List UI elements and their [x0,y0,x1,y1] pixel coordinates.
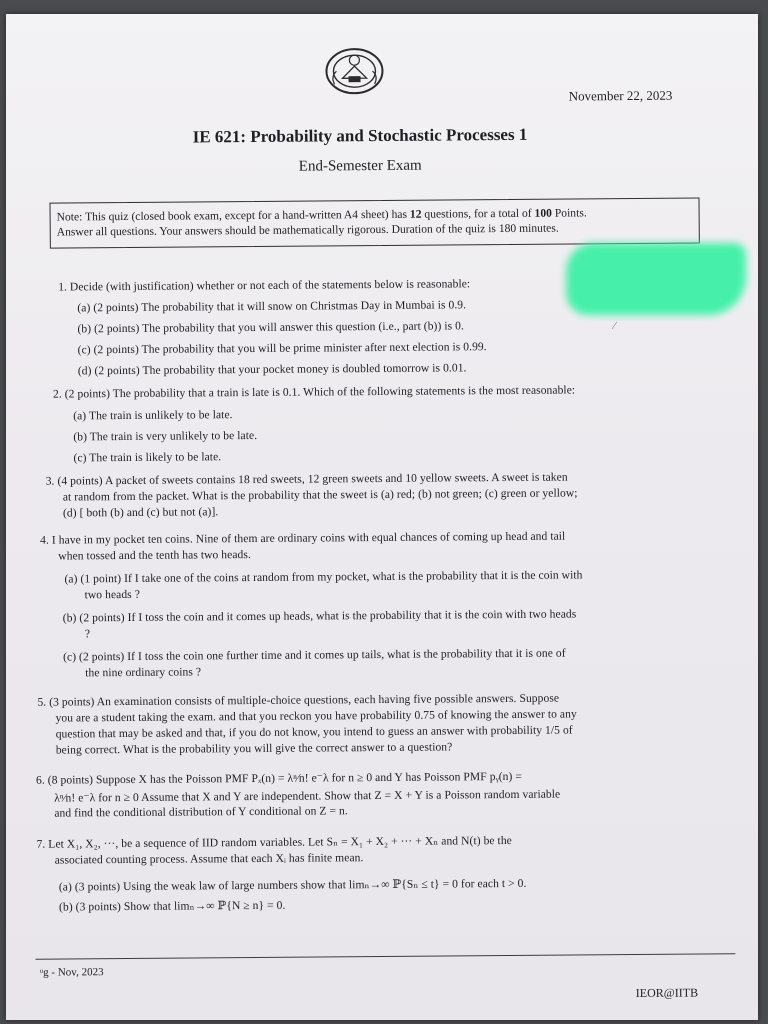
note-question-count: 12 [409,207,422,221]
question-1b: (b) (2 points) The probability that you will answer this question (i.e., part (b)) is 0. [77,319,464,336]
footer-term: ᵘg - Nov, 2023 [39,966,104,979]
institute-logo [322,46,386,97]
exam-subtitle: End-Semester Exam [298,157,422,175]
question-4b-line-1: (b) (2 points) If I toss the coin and it comes up heads, what is the probability that it is the coin with two heads [62,607,577,625]
question-4b-line-2: ? [84,627,91,641]
note-text: questions, for a total of [421,206,535,221]
question-2b: (b) The train is very unlikely to be late. [73,428,258,444]
question-2a: (a) The train is unlikely to be late. [73,408,233,423]
question-4-line-2: when tossed and the tenth has two heads. [58,548,251,563]
footer-rule [35,953,735,959]
exam-date: November 22, 2023 [568,87,673,104]
question-4a-line-2: two heads ? [84,587,140,602]
question-1c: (c) (2 points) The probability that you will be prime minister after next election is 0.99. [77,340,487,357]
question-4c-line-2: the nine ordinary coins ? [85,665,202,680]
redaction-highlight [566,243,746,315]
instructions-line-2: Answer all questions. Your answers should be mathematically rigorous. Duration of the quiz is 180 minutes. [56,221,559,239]
note-total-points: 100 [534,206,552,220]
question-4-line-1: 4. I have in my pocket ten coins. Nine of them are ordinary coins with equal chances of coming up head and tail [40,529,566,547]
question-1d: (d) (2 points) The probability that your pocket money is doubled tomorrow is 0.01. [77,361,467,378]
question-7a: (a) (3 points) Using the weak law of large numbers show that limₙ→∞ ℙ{Sₙ ≤ t} = 0 for each t > 0. [58,876,527,894]
question-5-line-3: question that may be asked and that, if you do not know, you intend to guess an answer with probability 1/5 of [55,723,573,741]
footer-department: IEOR@IITB [635,985,699,1001]
question-1a: (a) (2 points) The probability that it will snow on Christmas Day in Mumbai is 0.9. [77,298,467,315]
question-1-stem: 1. Decide (with justification) whether or not each of the statements below is reasonable: [58,277,471,294]
question-2c: (c) The train is likely to be late. [73,450,222,465]
question-6-line-3: and find the conditional distribution of Y conditional on Z = n. [54,804,348,820]
question-6-line-2: λⁿ⁄n! e⁻λ for n ≥ 0 Assume that X and Y are independent. Show that Z = X + Y is a Poisson random variable [54,787,561,805]
margin-mark: ∕ [613,320,616,333]
question-4a-line-1: (a) (1 point) If I take one of the coins at random from my pocket, what is the probability that it is the coin with [64,568,583,586]
question-5-line-1: 5. (3 points) An examination consists of multiple-choice questions, each having five possible answers. Suppose [37,691,560,709]
question-6-line-1: 6. (8 points) Suppose X has the Poisson PMF Pₓ(n) = λⁿ⁄n! e⁻λ for n ≥ 0 and Y has Poisson PMF pᵧ(n) = [35,769,522,787]
question-7-line-1: 7. Let X₁, X₂, ···, be a sequence of IID random variables. Let Sₙ = X₁ + X₂ + ··· + Xₙ and N(t) be the [36,833,512,851]
question-7b: (b) (3 points) Show that limₙ→∞ ℙ{N ≥ n} = 0. [58,898,286,914]
instructions-box [49,197,699,248]
question-5-line-2: you are a student taking the exam. and that you reckon you have probability 0.75 of knowing the answer to any [55,707,577,725]
note-text: Note: This quiz (closed book exam, except for a hand-written A4 sheet) has [56,207,410,224]
question-4c-line-1: (c) (2 points) If I toss the coin one further time and it comes up tails, what is the probability that it is one of [63,646,566,664]
note-text: Points. [551,206,587,220]
question-3-line-3: (d) [ both (b) and (c) but not (a)]. [62,505,219,520]
question-3-line-1: 3. (4 points) A packet of sweets contains 18 red sweets, 12 green sweets and 10 yellow sweets. A sweet is taken [45,470,568,488]
question-2-stem: 2. (2 points) The probability that a train is late is 0.1. Which of the following statements is the most reasonable: [52,383,576,401]
question-7-line-2: associated counting process. Assume that each Xᵢ has finite mean. [54,851,364,867]
question-5-line-4: being correct. What is the probability you will give the correct answer to a question? [55,740,453,757]
question-3-line-2: at random from the packet. What is the probability that the sweet is (a) red; (b) not green; (c) green or yellow; [62,486,578,504]
course-title: IE 621: Probability and Stochastic Processes 1 [192,124,528,147]
